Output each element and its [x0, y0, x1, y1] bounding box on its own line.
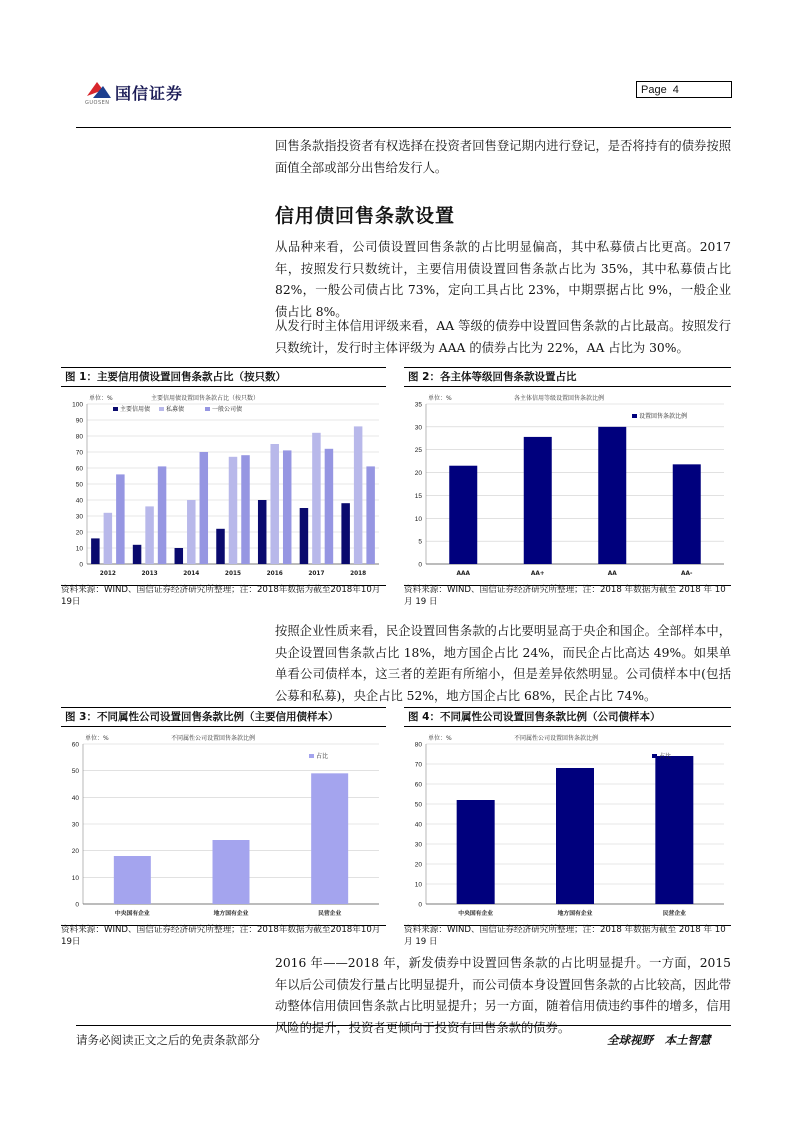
y-tick-label: 0: [79, 561, 83, 569]
bar: [114, 856, 151, 904]
x-tick-label: 2013: [141, 571, 158, 577]
y-tick-label: 30: [414, 841, 422, 849]
x-tick-label: AAA: [456, 571, 470, 577]
x-tick-label: 地方国有企业: [557, 911, 593, 917]
legend-swatch: [159, 407, 164, 411]
legend-label: 私募债: [166, 406, 185, 413]
bar: [325, 449, 334, 564]
x-tick-label: 2012: [99, 571, 116, 577]
y-tick-label: 80: [75, 433, 83, 441]
legend-swatch: [113, 407, 118, 411]
x-tick-label: 2014: [183, 571, 200, 577]
page-label: Page: [641, 84, 667, 96]
chart-4: [404, 727, 731, 925]
guosen-logo: [83, 78, 203, 108]
y-tick-label: 15: [414, 492, 422, 500]
y-tick-label: 100: [72, 401, 83, 409]
y-tick-label: 60: [414, 781, 422, 789]
y-tick-label: 70: [75, 449, 83, 457]
bar: [366, 466, 375, 564]
chart-2: [404, 387, 731, 585]
chart-3: [61, 727, 386, 925]
y-tick-label: 80: [414, 741, 422, 749]
y-tick-label: 25: [414, 447, 422, 455]
y-tick-label: 0: [418, 561, 422, 569]
page-indicator: [636, 81, 732, 98]
figure-2-title: 图 2：各主体等级回售条款设置占比: [404, 368, 731, 387]
figure-3: [61, 707, 386, 926]
chart-inner-title: 各主体信用等级设置回售条款比例: [514, 395, 605, 402]
y-tick-label: 50: [414, 801, 422, 809]
legend-label: 占比: [659, 753, 672, 760]
x-tick-label: 中央国有企业: [458, 911, 494, 917]
unit-label: 单位：%: [428, 395, 452, 402]
x-tick-label: AA+: [530, 571, 545, 577]
bar: [457, 800, 495, 904]
footer-slogan: 全球视野 本土智慧: [607, 1033, 711, 1047]
legend-swatch: [652, 754, 657, 758]
unit-label: 单位：%: [428, 735, 452, 742]
figure-4: [404, 707, 731, 926]
intro-paragraph: 回售条款指投资者有权选择在投资者回售登记期内进行登记，是否将持有的债券按照面值全部或部分出售给发行人。: [275, 139, 731, 175]
y-tick-label: 40: [414, 821, 422, 829]
y-tick-label: 10: [414, 515, 422, 523]
x-tick-label: 2018: [350, 571, 367, 577]
bar: [283, 450, 292, 564]
bar: [116, 474, 125, 564]
legend-label: 主要信用债: [120, 406, 151, 413]
y-tick-label: 0: [75, 901, 79, 909]
logo-mark-icon: [83, 78, 113, 100]
bar: [258, 500, 267, 564]
bar: [216, 529, 225, 564]
footer-disclaimer: 请务必阅读正文之后的免责条款部分: [76, 1033, 260, 1047]
bar: [229, 457, 238, 564]
logo-sub: GUOSEN: [85, 100, 110, 106]
paragraph-variety: 从品种来看，公司债设置回售条款的占比明显偏高，其中私募债占比更高。2017年，按照发行只数统计，主要信用债设置回售条款占比为 35%，其中私募债占比 82%，一般公司债占比 73%，定向工具占比 23%，中期票据占比 9%，一般企业债占比 8%。: [275, 240, 731, 319]
header-rule: [76, 127, 731, 128]
y-tick-label: 10: [71, 874, 79, 882]
legend-label: 占比: [316, 753, 329, 760]
figure-4-title: 图 4：不同属性公司设置回售条款比例（公司债样本）: [404, 708, 731, 727]
bar: [104, 513, 113, 564]
x-tick-label: 地方国有企业: [213, 911, 249, 917]
bar: [175, 548, 184, 564]
bar: [598, 427, 626, 564]
y-tick-label: 40: [75, 497, 83, 505]
legend-label: 一般公司债: [212, 406, 243, 413]
legend-swatch: [632, 414, 637, 418]
paragraph-ownership: 按照企业性质来看，民企设置回售条款的占比要明显高于央企和国企。全部样本中，央企设置回售条款占比 18%，地方国企占比 24%，而民企占比高达 49%。如果单单看公司债样本，这三者的差距有所缩小，但是差异依然明显。公司债样本中(包括公募和私募)，央企占比 52%，地方国企占比 68%，民企占比 74%。: [275, 624, 731, 703]
y-tick-label: 30: [75, 513, 83, 521]
bar: [655, 756, 693, 904]
bar: [300, 508, 309, 564]
y-tick-label: 20: [75, 529, 83, 537]
y-tick-label: 60: [75, 465, 83, 473]
y-tick-label: 50: [71, 768, 79, 776]
legend-swatch: [205, 407, 210, 411]
figure-1: [61, 367, 386, 586]
bar: [556, 768, 594, 904]
bar: [354, 426, 363, 564]
x-tick-label: 民营企业: [318, 911, 342, 917]
y-tick-label: 30: [71, 821, 79, 829]
unit-label: 单位：%: [85, 735, 109, 742]
x-tick-label: 2015: [224, 571, 242, 577]
x-tick-label: 2017: [308, 571, 325, 577]
y-tick-label: 20: [71, 848, 79, 856]
y-tick-label: 20: [414, 861, 422, 869]
y-tick-label: 70: [414, 761, 422, 769]
bar: [241, 455, 250, 564]
legend-swatch: [309, 754, 314, 758]
bar: [673, 464, 701, 564]
x-tick-label: 民营企业: [662, 911, 686, 917]
x-tick-label: 中央国有企业: [114, 911, 150, 917]
figure-1-title: 图 1：主要信用债设置回售条款占比（按只数）: [61, 368, 386, 387]
chart-inner-title: 主要信用债设置回售条款占比（按只数）: [151, 395, 260, 402]
y-tick-label: 10: [75, 545, 83, 553]
page-number: 4: [672, 84, 679, 96]
section-title: 信用债回售条款设置: [275, 205, 456, 227]
y-tick-label: 0: [418, 901, 422, 909]
y-tick-label: 10: [414, 881, 422, 889]
y-tick-label: 60: [71, 741, 79, 749]
footer-rule: [76, 1025, 731, 1026]
bar: [270, 444, 279, 564]
y-tick-label: 50: [75, 481, 83, 489]
bar: [341, 503, 350, 564]
figure-1-source: 资料来源：WIND、国信证券经济研究所整理；注：2018年数据为截至2018年10月19日: [61, 585, 381, 607]
bar: [145, 506, 154, 564]
bar: [213, 840, 250, 904]
bar: [200, 452, 209, 564]
paragraph-trend: 2016 年——2018 年，新发债券中设置回售条款的占比明显提升。一方面，2015年以后公司债发行量占比明显提升，而公司债本身设置回售条款的占比较高，因此带动整体信用债回售条款占比明显提升；另一方面，随着信用债违约事件的增多，信用风险的提升，投资者更倾向于投资有回售条款的债券。: [275, 956, 731, 1035]
x-tick-label: AA: [607, 571, 617, 577]
figure-3-title: 图 3：不同属性公司设置回售条款比例（主要信用债样本）: [61, 708, 386, 727]
x-tick-label: 2016: [266, 571, 283, 577]
bar: [312, 433, 321, 564]
bar: [449, 466, 477, 564]
bar: [91, 538, 100, 564]
y-tick-label: 30: [414, 424, 422, 432]
bar: [524, 437, 552, 564]
bar: [311, 773, 348, 904]
figure-3-source: 资料来源：WIND、国信证券经济研究所整理；注：2018年数据为截至2018年10月19日: [61, 925, 381, 947]
paragraph-rating: 从发行时主体信用评级来看，AA 等级的债券中设置回售条款的占比最高。按照发行只数统计，发行时主体评级为 AAA 的债券占比为 22%，AA 占比为 30%。: [275, 319, 731, 355]
x-tick-label: AA-: [681, 571, 693, 577]
unit-label: 单位：%: [89, 395, 113, 402]
figure-4-source: 资料来源：WIND、国信证券经济研究所整理；注：2018 年数据为截至 2018 年 10 月 19 日: [404, 925, 726, 947]
chart-1: [61, 387, 386, 585]
y-tick-label: 90: [75, 417, 83, 425]
chart-inner-title: 不同属性公司设置回售条款比例: [171, 735, 256, 742]
bar: [158, 466, 167, 564]
figure-2: [404, 367, 731, 586]
y-tick-label: 20: [414, 470, 422, 478]
bar: [187, 500, 196, 564]
y-tick-label: 35: [414, 401, 422, 409]
chart-inner-title: 不同属性公司设置回售条款比例: [514, 735, 599, 742]
figure-2-source: 资料来源：WIND、国信证券经济研究所整理；注：2018 年数据为截至 2018 年 10 月 19 日: [404, 585, 726, 607]
bar: [133, 545, 142, 564]
y-tick-label: 5: [418, 538, 422, 546]
legend-label: 设置回售条款比例: [639, 413, 688, 420]
y-tick-label: 40: [71, 794, 79, 802]
logo-text: 国信证券: [115, 84, 184, 103]
